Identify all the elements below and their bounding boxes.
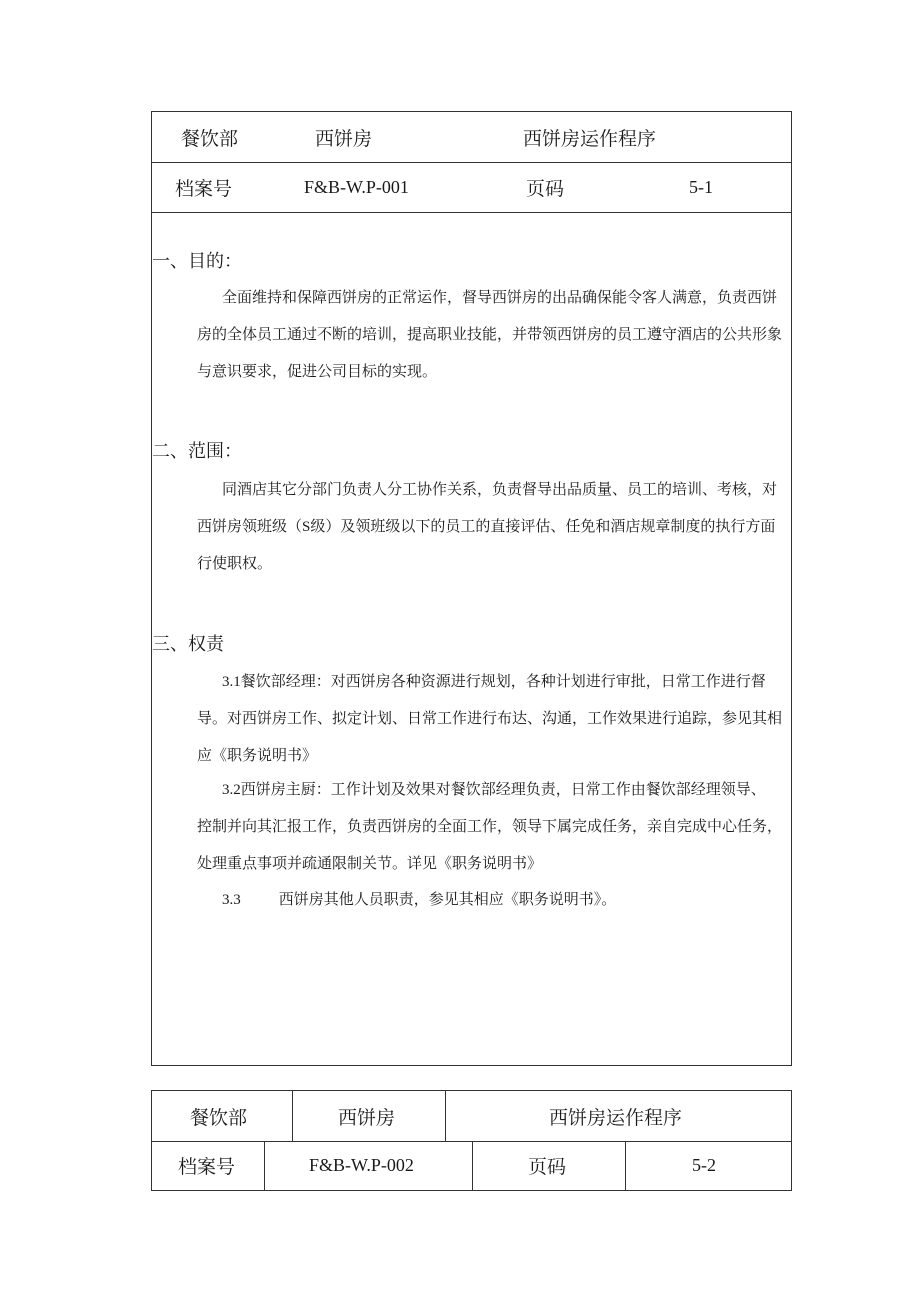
page-label: 页码 — [526, 177, 565, 200]
duties-heading: 三、权责 — [152, 634, 224, 655]
file-number-label-2: 档案号 — [178, 1156, 236, 1178]
section-label-2: 西饼房 — [338, 1106, 396, 1129]
duties-item-2 — [152, 772, 791, 883]
department-label-2: 餐饮部 — [190, 1106, 248, 1129]
table-divider — [472, 1141, 473, 1190]
purpose-line: 房的全体员工通过不断的培训，提高职业技能，并带领西饼房的员工遵守酒店的公共形象 — [197, 327, 783, 343]
purpose-paragraph — [152, 280, 791, 391]
header-row-1 — [152, 112, 791, 163]
table-divider — [264, 1141, 265, 1190]
purpose-line: 全面维持和保障西饼房的正常运作，督导西饼房的出品确保能令客人满意，负责西饼 — [222, 290, 778, 306]
scope-paragraph — [152, 472, 791, 583]
file-number-label: 档案号 — [175, 177, 233, 200]
table-divider — [625, 1141, 626, 1190]
page-number-2: 5-2 — [692, 1155, 716, 1175]
purpose-line: 与意识要求，促进公司目标的实现。 — [197, 364, 438, 380]
scope-line: 西饼房领班级（S级）及领班级以下的员工的直接评估、任免和酒店规章制度的执行方面 — [197, 519, 776, 535]
scope-line: 行使职权。 — [197, 556, 273, 572]
duties-item-3-number: 3.3 — [222, 892, 241, 908]
duties-item-3 — [152, 882, 791, 919]
header2-row-2 — [152, 1141, 791, 1190]
department-label: 餐饮部 — [181, 127, 239, 150]
duties-line: 3.1餐饮部经理：对西饼房各种资源进行规划，各种计划进行审批，日常工作进行督 — [222, 674, 766, 690]
scope-line: 同酒店其它分部门负责人分工协作关系，负责督导出品质量、员工的培训、考核，对 — [222, 482, 778, 498]
document-frame-page-1 — [151, 111, 792, 1066]
header2-row-1 — [152, 1091, 791, 1142]
duties-line: 应《职务说明书》 — [197, 748, 318, 764]
file-number-2: F&B-W.P-002 — [309, 1155, 414, 1175]
duties-line: 导。对西饼房工作、拟定计划、日常工作进行布达、沟通，工作效果进行追踪，参见其相 — [197, 711, 783, 727]
document-title-2: 西饼房运作程序 — [549, 1106, 683, 1129]
duties-line: 3.2西饼房主厨：工作计划及效果对餐饮部经理负责，日常工作由餐饮部经理领导、 — [222, 782, 766, 798]
document-title: 西饼房运作程序 — [523, 127, 657, 150]
table-divider — [292, 1091, 293, 1141]
document-frame-page-2 — [151, 1090, 792, 1191]
duties-item-3-text: 西饼房其他人员职责，参见其相应《职务说明书》。 — [278, 892, 617, 908]
duties-line: 控制并向其汇报工作，负责西饼房的全面工作，领导下属完成任务，亲自完成中心任务， — [197, 819, 783, 835]
duties-item-3-line — [152, 882, 791, 919]
file-number: F&B-W.P-001 — [304, 176, 409, 197]
header-row-2 — [152, 162, 791, 213]
duties-item-1 — [152, 664, 791, 775]
table-divider — [445, 1091, 446, 1141]
scope-heading: 二、范围： — [152, 441, 242, 462]
section-label: 西饼房 — [315, 127, 373, 150]
page-label-2: 页码 — [528, 1156, 567, 1178]
duties-line: 处理重点事项并疏通限制关节。详见《职务说明书》 — [197, 856, 543, 872]
purpose-heading: 一、目的： — [152, 251, 242, 272]
page-number: 5-1 — [689, 176, 713, 197]
